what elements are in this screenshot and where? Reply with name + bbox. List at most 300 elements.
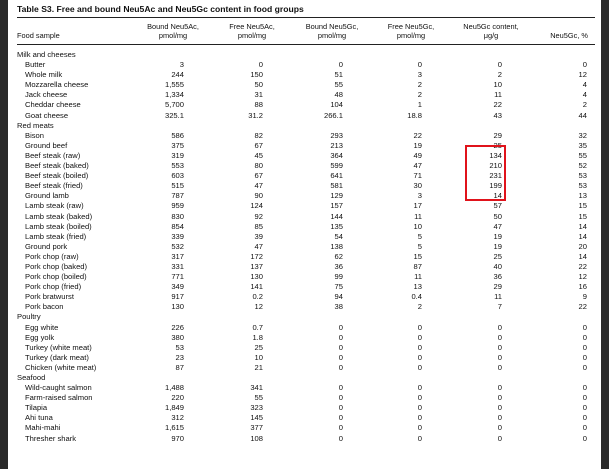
value-cell: 10 xyxy=(493,80,502,90)
food-name-cell: Pork chop (baked) xyxy=(25,261,88,271)
food-name-cell: Whole milk xyxy=(25,70,63,80)
value-cell: 144 xyxy=(330,211,343,221)
food-name-cell: Pork chop (raw) xyxy=(25,251,79,261)
value-cell: 31.2 xyxy=(248,110,263,120)
table-row xyxy=(17,232,595,242)
value-cell: 0 xyxy=(417,383,422,393)
value-cell: 325.1 xyxy=(164,110,184,120)
value-cell: 11 xyxy=(414,211,422,221)
value-cell: 0 xyxy=(497,393,502,403)
food-name-cell: Mahi-mahi xyxy=(25,423,61,433)
value-cell: 0 xyxy=(497,322,502,332)
table-row xyxy=(17,242,595,252)
table-row xyxy=(17,323,595,333)
value-cell: 553 xyxy=(171,161,184,171)
table-row xyxy=(17,302,595,312)
table-row xyxy=(17,413,595,423)
value-cell: 1,488 xyxy=(164,383,184,393)
value-cell: 312 xyxy=(171,413,184,423)
value-cell: 50 xyxy=(254,80,263,90)
value-cell: 57 xyxy=(493,201,502,211)
food-name-cell: Goat cheese xyxy=(25,110,69,120)
table-row xyxy=(17,434,595,444)
value-cell: 137 xyxy=(250,261,263,271)
value-cell: 13 xyxy=(413,282,422,292)
value-cell: 959 xyxy=(171,201,184,211)
table-row xyxy=(17,100,595,110)
value-cell: 9 xyxy=(582,292,587,302)
value-cell: 220 xyxy=(171,393,184,403)
value-cell: 55 xyxy=(334,80,343,90)
table-row xyxy=(17,201,595,211)
value-cell: 67 xyxy=(254,171,263,181)
value-cell: 14 xyxy=(578,231,587,241)
food-name-cell: Beef steak (boiled) xyxy=(25,171,89,181)
value-cell: 129 xyxy=(330,191,343,201)
value-cell: 830 xyxy=(171,211,184,221)
value-cell: 0 xyxy=(338,383,343,393)
table-row xyxy=(17,383,595,393)
value-cell: 266.1 xyxy=(323,110,343,120)
value-cell: 331 xyxy=(171,261,184,271)
value-cell: 94 xyxy=(334,292,343,302)
table-row xyxy=(17,90,595,100)
value-cell: 141 xyxy=(250,282,263,292)
value-cell: 130 xyxy=(171,302,184,312)
group-header xyxy=(17,50,595,60)
food-name-cell: Ground beef xyxy=(25,140,68,150)
value-cell: 0 xyxy=(497,332,502,342)
value-cell: 1,849 xyxy=(164,403,184,413)
value-cell: 339 xyxy=(171,231,184,241)
group-label: Poultry xyxy=(17,312,41,322)
value-cell: 12 xyxy=(578,70,587,80)
value-cell: 3 xyxy=(179,60,184,70)
group-label: Red meats xyxy=(17,120,54,130)
food-name-cell: Mozzarella cheese xyxy=(25,80,89,90)
value-cell: 0 xyxy=(338,393,343,403)
value-cell: 150 xyxy=(250,70,263,80)
value-cell: 17 xyxy=(413,201,422,211)
value-cell: 49 xyxy=(413,150,422,160)
value-cell: 10 xyxy=(413,221,422,231)
value-cell: 3 xyxy=(417,191,422,201)
group-header xyxy=(17,121,595,131)
value-cell: 0.2 xyxy=(252,292,263,302)
value-cell: 22 xyxy=(578,261,587,271)
value-cell: 36 xyxy=(334,261,343,271)
value-cell: 1 xyxy=(417,100,422,110)
table-row xyxy=(17,272,595,282)
food-name-cell: Jack cheese xyxy=(25,90,68,100)
food-name-cell: Turkey (dark meat) xyxy=(25,352,89,362)
header-free-neu5ac: Free Neu5Ac, pmol/mg xyxy=(229,22,275,40)
value-cell: 3 xyxy=(417,70,422,80)
table-caption: Table S3. Free and bound Neu5Ac and Neu5Gc content in food groups xyxy=(17,4,304,14)
food-name-cell: Lamb steak (boiled) xyxy=(25,221,92,231)
value-cell: 11 xyxy=(414,272,422,282)
value-cell: 11 xyxy=(494,292,502,302)
table-row xyxy=(17,212,595,222)
header-bound-neu5ac: Bound Neu5Ac, pmol/mg xyxy=(147,22,199,40)
value-cell: 25 xyxy=(254,342,263,352)
value-cell: 0 xyxy=(338,352,343,362)
value-cell: 4 xyxy=(582,90,587,100)
group-label: Seafood xyxy=(17,373,46,382)
value-cell: 12 xyxy=(578,272,587,282)
value-cell: 0 xyxy=(338,403,343,413)
highlight-box xyxy=(465,145,506,201)
value-cell: 0 xyxy=(338,362,343,372)
value-cell: 47 xyxy=(413,161,422,171)
table-row xyxy=(17,333,595,343)
value-cell: 47 xyxy=(254,241,263,251)
value-cell: 0 xyxy=(417,332,422,342)
value-cell: 20 xyxy=(578,241,587,251)
value-cell: 244 xyxy=(171,70,184,80)
table-row xyxy=(17,222,595,232)
value-cell: 2 xyxy=(582,100,587,110)
value-cell: 14 xyxy=(578,251,587,261)
food-name-cell: Lamb steak (baked) xyxy=(25,211,93,221)
value-cell: 7 xyxy=(497,302,502,312)
value-cell: 87 xyxy=(413,261,422,271)
header-free-neu5gc: Free Neu5Gc, pmol/mg xyxy=(387,22,435,40)
value-cell: 0 xyxy=(582,362,587,372)
value-cell: 970 xyxy=(171,433,184,443)
value-cell: 0 xyxy=(497,423,502,433)
table-row xyxy=(17,262,595,272)
header-rule xyxy=(17,44,595,45)
value-cell: 2 xyxy=(417,90,422,100)
value-cell: 349 xyxy=(171,282,184,292)
value-cell: 14 xyxy=(493,191,502,201)
food-name-cell: Egg yolk xyxy=(25,332,55,342)
value-cell: 43 xyxy=(493,110,502,120)
value-cell: 380 xyxy=(171,332,184,342)
food-name-cell: Beef steak (fried) xyxy=(25,181,83,191)
value-cell: 0 xyxy=(497,362,502,372)
document-page xyxy=(8,0,601,469)
value-cell: 53 xyxy=(578,181,587,191)
value-cell: 15 xyxy=(578,211,587,221)
table-row xyxy=(17,292,595,302)
value-cell: 2 xyxy=(417,302,422,312)
value-cell: 0 xyxy=(417,60,422,70)
food-name-cell: Bison xyxy=(25,130,44,140)
value-cell: 44 xyxy=(578,110,587,120)
value-cell: 0 xyxy=(497,413,502,423)
value-cell: 0 xyxy=(417,403,422,413)
value-cell: 21 xyxy=(254,362,263,372)
table-row xyxy=(17,353,595,363)
value-cell: 30 xyxy=(413,181,422,191)
value-cell: 108 xyxy=(250,433,263,443)
value-cell: 231 xyxy=(489,171,502,181)
value-cell: 90 xyxy=(254,191,263,201)
value-cell: 917 xyxy=(171,292,184,302)
value-cell: 293 xyxy=(330,130,343,140)
value-cell: 29 xyxy=(493,130,502,140)
value-cell: 18.8 xyxy=(407,110,422,120)
table-row xyxy=(17,403,595,413)
header-neu5gc-percent: Neu5Gc, % xyxy=(550,31,588,40)
value-cell: 0 xyxy=(582,403,587,413)
value-cell: 25 xyxy=(493,140,502,150)
table-row xyxy=(17,363,595,373)
value-cell: 0 xyxy=(497,60,502,70)
value-cell: 92 xyxy=(254,211,263,221)
value-cell: 145 xyxy=(250,413,263,423)
value-cell: 82 xyxy=(254,130,263,140)
table-row xyxy=(17,131,595,141)
value-cell: 0 xyxy=(258,60,263,70)
group-label: Milk and cheeses xyxy=(17,50,76,59)
value-cell: 0 xyxy=(582,332,587,342)
value-cell: 0 xyxy=(417,362,422,372)
value-cell: 124 xyxy=(250,201,263,211)
value-cell: 55 xyxy=(254,393,263,403)
food-name-cell: Butter xyxy=(25,60,46,70)
value-cell: 138 xyxy=(330,241,343,251)
value-cell: 32 xyxy=(578,130,587,140)
value-cell: 0 xyxy=(417,393,422,403)
value-cell: 1,615 xyxy=(164,423,184,433)
value-cell: 54 xyxy=(334,231,343,241)
food-name-cell: Beef steak (raw) xyxy=(25,150,81,160)
value-cell: 0 xyxy=(417,433,422,443)
value-cell: 50 xyxy=(493,211,502,221)
value-cell: 1,555 xyxy=(164,80,184,90)
value-cell: 532 xyxy=(171,241,184,251)
value-cell: 19 xyxy=(413,140,422,150)
value-cell: 515 xyxy=(171,181,184,191)
food-name-cell: Ground pork xyxy=(25,241,68,251)
value-cell: 53 xyxy=(175,342,184,352)
table-row xyxy=(17,282,595,292)
value-cell: 134 xyxy=(489,150,502,160)
value-cell: 341 xyxy=(250,383,263,393)
value-cell: 0 xyxy=(582,352,587,362)
value-cell: 0 xyxy=(338,60,343,70)
value-cell: 104 xyxy=(330,100,343,110)
header-neu5gc-content: Neu5Gc content, μg/g xyxy=(463,22,519,40)
table-row xyxy=(17,191,595,201)
value-cell: 5 xyxy=(417,231,422,241)
value-cell: 0 xyxy=(417,352,422,362)
value-cell: 39 xyxy=(254,231,263,241)
value-cell: 0 xyxy=(338,322,343,332)
value-cell: 0 xyxy=(582,60,587,70)
value-cell: 47 xyxy=(493,221,502,231)
value-cell: 25 xyxy=(493,251,502,261)
value-cell: 210 xyxy=(489,161,502,171)
value-cell: 29 xyxy=(493,282,502,292)
value-cell: 226 xyxy=(171,322,184,332)
value-cell: 45 xyxy=(254,150,263,160)
table-row xyxy=(17,141,595,151)
value-cell: 0 xyxy=(582,423,587,433)
value-cell: 16 xyxy=(578,282,587,292)
value-cell: 53 xyxy=(578,171,587,181)
table-row xyxy=(17,60,595,70)
value-cell: 55 xyxy=(578,150,587,160)
value-cell: 377 xyxy=(250,423,263,433)
value-cell: 172 xyxy=(250,251,263,261)
value-cell: 586 xyxy=(171,130,184,140)
value-cell: 80 xyxy=(254,161,263,171)
food-name-cell: Tilapia xyxy=(25,403,48,413)
table-row xyxy=(17,151,595,161)
value-cell: 67 xyxy=(254,140,263,150)
value-cell: 11 xyxy=(494,90,502,100)
table-row xyxy=(17,393,595,403)
table-row xyxy=(17,181,595,191)
value-cell: 48 xyxy=(334,90,343,100)
value-cell: 0 xyxy=(582,322,587,332)
value-cell: 19 xyxy=(493,241,502,251)
food-name-cell: Pork bratwurst xyxy=(25,292,74,302)
value-cell: 319 xyxy=(171,150,184,160)
value-cell: 581 xyxy=(330,181,343,191)
value-cell: 599 xyxy=(330,161,343,171)
value-cell: 0 xyxy=(497,342,502,352)
table-row xyxy=(17,161,595,171)
table-row xyxy=(17,343,595,353)
value-cell: 157 xyxy=(330,201,343,211)
value-cell: 135 xyxy=(330,221,343,231)
value-cell: 62 xyxy=(334,251,343,261)
value-cell: 130 xyxy=(250,272,263,282)
food-name-cell: Turkey (white meat) xyxy=(25,342,92,352)
food-name-cell: Pork chop (boiled) xyxy=(25,272,87,282)
value-cell: 38 xyxy=(334,302,343,312)
value-cell: 23 xyxy=(175,352,184,362)
value-cell: 4 xyxy=(582,80,587,90)
value-cell: 1.8 xyxy=(252,332,263,342)
value-cell: 771 xyxy=(171,272,184,282)
value-cell: 0.4 xyxy=(411,292,422,302)
value-cell: 0 xyxy=(582,393,587,403)
food-name-cell: Ground lamb xyxy=(25,191,69,201)
food-name-cell: Ahi tuna xyxy=(25,413,53,423)
value-cell: 0 xyxy=(582,413,587,423)
value-cell: 0 xyxy=(582,433,587,443)
table-row xyxy=(17,423,595,433)
value-cell: 10 xyxy=(254,352,263,362)
value-cell: 854 xyxy=(171,221,184,231)
food-name-cell: Wild-caught salmon xyxy=(25,383,92,393)
value-cell: 47 xyxy=(254,181,263,191)
value-cell: 87 xyxy=(175,362,184,372)
value-cell: 35 xyxy=(578,140,587,150)
value-cell: 0 xyxy=(582,383,587,393)
table-row xyxy=(17,171,595,181)
value-cell: 375 xyxy=(171,140,184,150)
header-food-sample: Food sample xyxy=(17,31,60,40)
value-cell: 19 xyxy=(493,231,502,241)
value-cell: 2 xyxy=(417,80,422,90)
value-cell: 1,334 xyxy=(164,90,184,100)
value-cell: 5 xyxy=(417,241,422,251)
food-name-cell: Thresher shark xyxy=(25,433,77,443)
value-cell: 0.7 xyxy=(252,322,263,332)
value-cell: 31 xyxy=(254,90,263,100)
value-cell: 323 xyxy=(250,403,263,413)
table-row xyxy=(17,252,595,262)
value-cell: 75 xyxy=(334,282,343,292)
value-cell: 85 xyxy=(254,221,263,231)
food-name-cell: Lamb steak (raw) xyxy=(25,201,84,211)
value-cell: 2 xyxy=(497,70,502,80)
value-cell: 364 xyxy=(330,150,343,160)
value-cell: 99 xyxy=(334,272,343,282)
value-cell: 22 xyxy=(413,130,422,140)
food-name-cell: Beef steak (baked) xyxy=(25,161,89,171)
food-name-cell: Pork bacon xyxy=(25,302,64,312)
value-cell: 12 xyxy=(254,302,263,312)
food-name-cell: Lamb steak (fried) xyxy=(25,231,87,241)
value-cell: 0 xyxy=(497,433,502,443)
value-cell: 0 xyxy=(338,342,343,352)
value-cell: 5,700 xyxy=(164,100,184,110)
food-name-cell: Farm-raised salmon xyxy=(25,393,93,403)
value-cell: 15 xyxy=(413,251,422,261)
value-cell: 0 xyxy=(417,342,422,352)
header-bound-neu5gc: Bound Neu5Gc, pmol/mg xyxy=(305,22,359,40)
food-name-cell: Egg white xyxy=(25,322,59,332)
value-cell: 88 xyxy=(254,100,263,110)
value-cell: 0 xyxy=(417,423,422,433)
value-cell: 0 xyxy=(582,342,587,352)
group-header xyxy=(17,373,595,383)
value-cell: 0 xyxy=(338,332,343,342)
value-cell: 0 xyxy=(417,413,422,423)
value-cell: 22 xyxy=(578,302,587,312)
value-cell: 51 xyxy=(334,70,343,80)
value-cell: 22 xyxy=(493,100,502,110)
table-row xyxy=(17,80,595,90)
value-cell: 787 xyxy=(171,191,184,201)
value-cell: 0 xyxy=(417,322,422,332)
value-cell: 0 xyxy=(497,403,502,413)
value-cell: 213 xyxy=(330,140,343,150)
food-name-cell: Chicken (white meat) xyxy=(25,362,97,372)
table-row xyxy=(17,70,595,80)
food-name-cell: Cheddar cheese xyxy=(25,100,81,110)
value-cell: 52 xyxy=(578,161,587,171)
value-cell: 0 xyxy=(338,433,343,443)
food-name-cell: Pork chop (fried) xyxy=(25,282,82,292)
value-cell: 36 xyxy=(493,272,502,282)
data-table xyxy=(17,50,595,444)
value-cell: 0 xyxy=(338,413,343,423)
value-cell: 641 xyxy=(330,171,343,181)
value-cell: 199 xyxy=(489,181,502,191)
top-rule xyxy=(17,17,595,18)
value-cell: 13 xyxy=(578,191,587,201)
value-cell: 71 xyxy=(413,171,422,181)
value-cell: 14 xyxy=(578,221,587,231)
value-cell: 0 xyxy=(497,383,502,393)
value-cell: 0 xyxy=(338,423,343,433)
value-cell: 40 xyxy=(493,261,502,271)
value-cell: 603 xyxy=(171,171,184,181)
group-header xyxy=(17,312,595,322)
value-cell: 0 xyxy=(497,352,502,362)
table-row xyxy=(17,111,595,121)
value-cell: 15 xyxy=(578,201,587,211)
